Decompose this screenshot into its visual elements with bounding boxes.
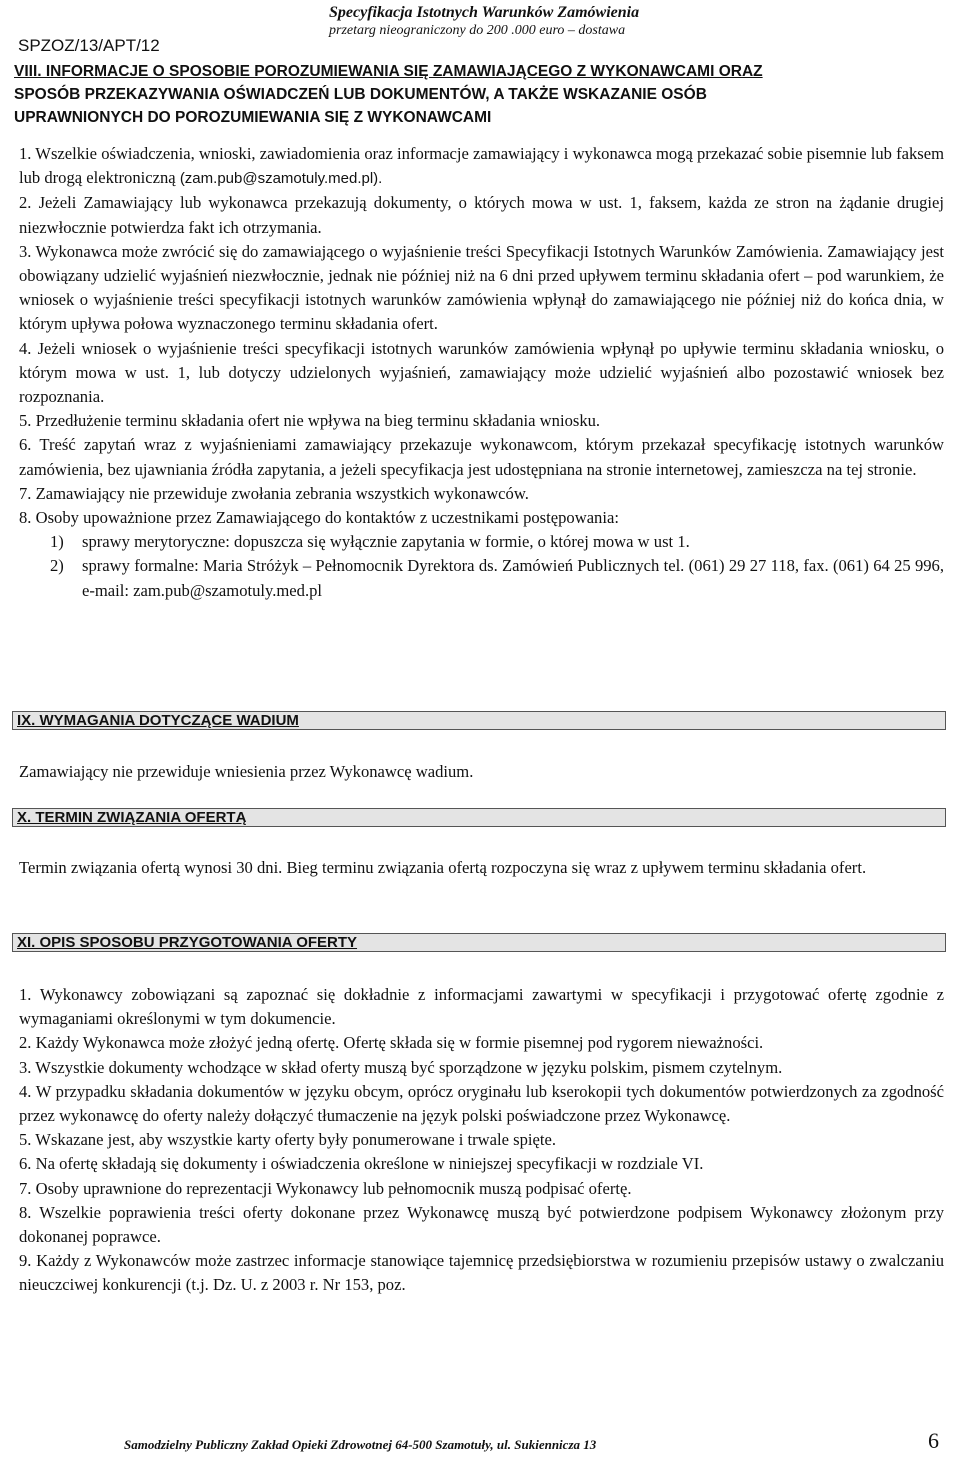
page-footer: Samodzielny Publiczny Zakład Opieki Zdrowotnej 64-500 Szamotuły, ul. Sukiennicza 13	[124, 1437, 597, 1452]
paragraph	[19, 240, 944, 337]
list-item: 5. Wskazane jest, aby wszystkie karty oferty były ponumerowane i trwale spięte.	[19, 1130, 556, 1150]
section-viii-heading-line: UPRAWNIONYCH DO POROZUMIEWANIA SIĘ Z WYKONAWCAMI	[14, 109, 492, 126]
paragraph-text: 1. Wszelkie oświadczenia, wnioski, zawiadomienia oraz informacje zamawiający i wykonawca mogą przekazać sobie pisemnie lub faksem lub drogą elektroniczną	[19, 144, 944, 188]
paragraph-text: 3. Wykonawca może zwrócić się do zamawiającego o wyjaśnienie treści Specyfikacji Istotnych Warunków Zamówienia.	[19, 241, 823, 261]
list-item: 9. Każdy z Wykonawców może zastrzec informacje stanowiące tajemnicę przedsiębiorstwa w rozumieniu przepisów ustawy o zwalczaniu nieuczciwej konkurencji (t.j. Dz. U. z 2003 r. Nr 153, poz.	[19, 1251, 944, 1295]
list-item-text: sprawy merytoryczne: dopuszcza się wyłącznie zapytania w formie, o której mowa w ust 1.	[82, 532, 690, 552]
paragraph: Zamawiający nie przewiduje wniesienia przez Wykonawcę wadium.	[19, 762, 474, 781]
paragraph	[19, 191, 944, 239]
section-heading-text: IX. WYMAGANIA DOTYCZĄCE WADIUM	[17, 712, 299, 729]
page-number: 6	[928, 1428, 939, 1453]
list-item: 6. Na ofertę składają się dokumenty i oświadczenia określone w niniejszej specyfikacji w rozdziale VI.	[19, 1154, 704, 1174]
running-header	[329, 4, 960, 39]
list-item: 1. Wykonawcy zobowiązani są zapoznać się dokładnie z informacjami zawartymi w specyfikacji i przygotować ofertę zgodnie z wymaganiami określonymi w tym dokumencie.	[19, 985, 944, 1029]
section-heading-text: XI. OPIS SPOSOBU PRZYGOTOWANIA OFERTY	[17, 934, 358, 951]
section-x-body	[19, 856, 944, 880]
section-viii-heading	[14, 60, 948, 129]
paragraph	[19, 142, 944, 191]
list-item	[19, 530, 944, 554]
section-xi-body	[19, 983, 944, 1298]
section-ix-body	[19, 760, 944, 784]
list-item-number: 2)	[50, 556, 64, 576]
list-item: 4. W przypadku składania dokumentów w języku obcym, oprócz oryginału lub kserokopii tych dokumentów potwierdzonych za zgodność przez wykonawcę do oferty należy dołączyć tłumaczenie na język polski poświadczone przez Wykonawcę.	[19, 1081, 944, 1126]
section-heading-text: X. TERMIN ZWIĄZANIA OFERTĄ	[17, 809, 247, 826]
paragraph: 8. Osoby upoważnione przez Zamawiającego do kontaktów z uczestnikami postępowania:	[19, 508, 619, 528]
document-code: SPZOZ/13/APT/12	[18, 36, 160, 55]
header-subtitle: przetarg nieograniczony do 200 .000 euro – dostawa	[329, 23, 626, 38]
section-viii-body	[19, 142, 944, 603]
paragraph-text: Zamawiający jest obowiązany udzielić wyjaśnień niezwłocznie, jednak nie później niż na 6 dni przed upływem terminu składania ofert – pod warunkiem, że wniosek o wyjaśnienie treści specyfikacji istotnych warunków zamówienia wpłynął do zamawiającego nie później niż do końca dnia, w którym upływa połowa wyznaczonego terminu składania ofert.	[19, 241, 945, 334]
paragraph: 5. Przedłużenie terminu składania ofert nie wpływa na bieg terminu składania wniosku.	[19, 411, 601, 431]
paragraph-text: 1, faksem, każda	[629, 193, 747, 213]
section-ix-heading	[12, 711, 946, 730]
list-item: 8. Wszelkie poprawienia treści oferty dokonane przez Wykonawcę muszą być potwierdzone podpisem Wykonawcy złożonym przy dokonanej poprawce.	[19, 1202, 944, 1247]
paragraph-text: 2. Jeżeli Zamawiający lub wykonawca przekazują dokumenty, o których mowa w ust.	[19, 193, 623, 213]
section-x-heading	[12, 808, 946, 827]
paragraph: 7. Zamawiający nie przewiduje zwołania zebrania wszystkich wykonawców.	[19, 483, 529, 503]
list-item: 7. Osoby uprawnione do reprezentacji Wykonawcy lub pełnomocnik muszą podpisać ofertę.	[19, 1178, 632, 1198]
list-item: 3. Wszystkie dokumenty wchodzące w skład oferty muszą być sporządzone w języku polskim, pismem czytelnym.	[19, 1057, 783, 1077]
paragraph: 6. Treść zapytań wraz z wyjaśnieniami zamawiający przekazuje wykonawcom, którym przekazał specyfikację istotnych warunków zamówienia, bez ujawniania źródła zapytania, a jeżeli specyfikacja jest udostępniana na stronie internetowej, zamieszcza na tej stronie.	[19, 435, 944, 479]
list-item-number: 1)	[50, 532, 64, 552]
list-item	[19, 554, 944, 602]
section-xi-heading	[12, 933, 946, 952]
paragraph: 4. Jeżeli wniosek o wyjaśnienie treści specyfikacji istotnych warunków zamówienia wpłynął po upływie terminu składania wniosku, o którym mowa w ust. 1, lub dotyczy udzielonych wyjaśnień, zamawiający może udzielić wyjaśnień albo pozostawić wniosek bez rozpoznania.	[19, 338, 944, 407]
section-viii-heading-line: SPOSÓB PRZEKAZYWANIA OŚWIADCZEŃ LUB DOKUMENTÓW, A TAKŻE WSKAZANIE OSÓB	[14, 86, 707, 103]
email-text: (zam.pub@szamotuly.med.pl).	[179, 170, 383, 188]
section-viii-heading-line: VIII. INFORMACJE O SPOSOBIE POROZUMIEWANIA SIĘ ZAMAWIAJĄCEGO Z WYKONAWCAMI ORAZ	[14, 63, 763, 80]
list-item-text: sprawy formalne: Maria Stróżyk – Pełnomocnik Dyrektora ds. Zamówień Publicznych tel. (061) 29 27 118, fax. (061) 64 25 996, e-mail: zam.pub@szamotuly.med.pl	[82, 556, 944, 600]
paragraph: Termin związania ofertą wynosi 30 dni. Bieg terminu związania ofertą rozpoczyna się wraz z upływem terminu składania ofert.	[19, 858, 867, 877]
paragraph-text: ze stron na żądanie drugiej niezwłocznie potwierdza fakt ich otrzymania.	[19, 193, 945, 237]
header-title: Specyfikacja Istotnych Warunków Zamówienia	[329, 4, 640, 21]
list-item: 2. Każdy Wykonawca może złożyć jedną ofertę. Ofertę składa się w formie pisemnej pod rygorem nieważności.	[19, 1033, 764, 1053]
